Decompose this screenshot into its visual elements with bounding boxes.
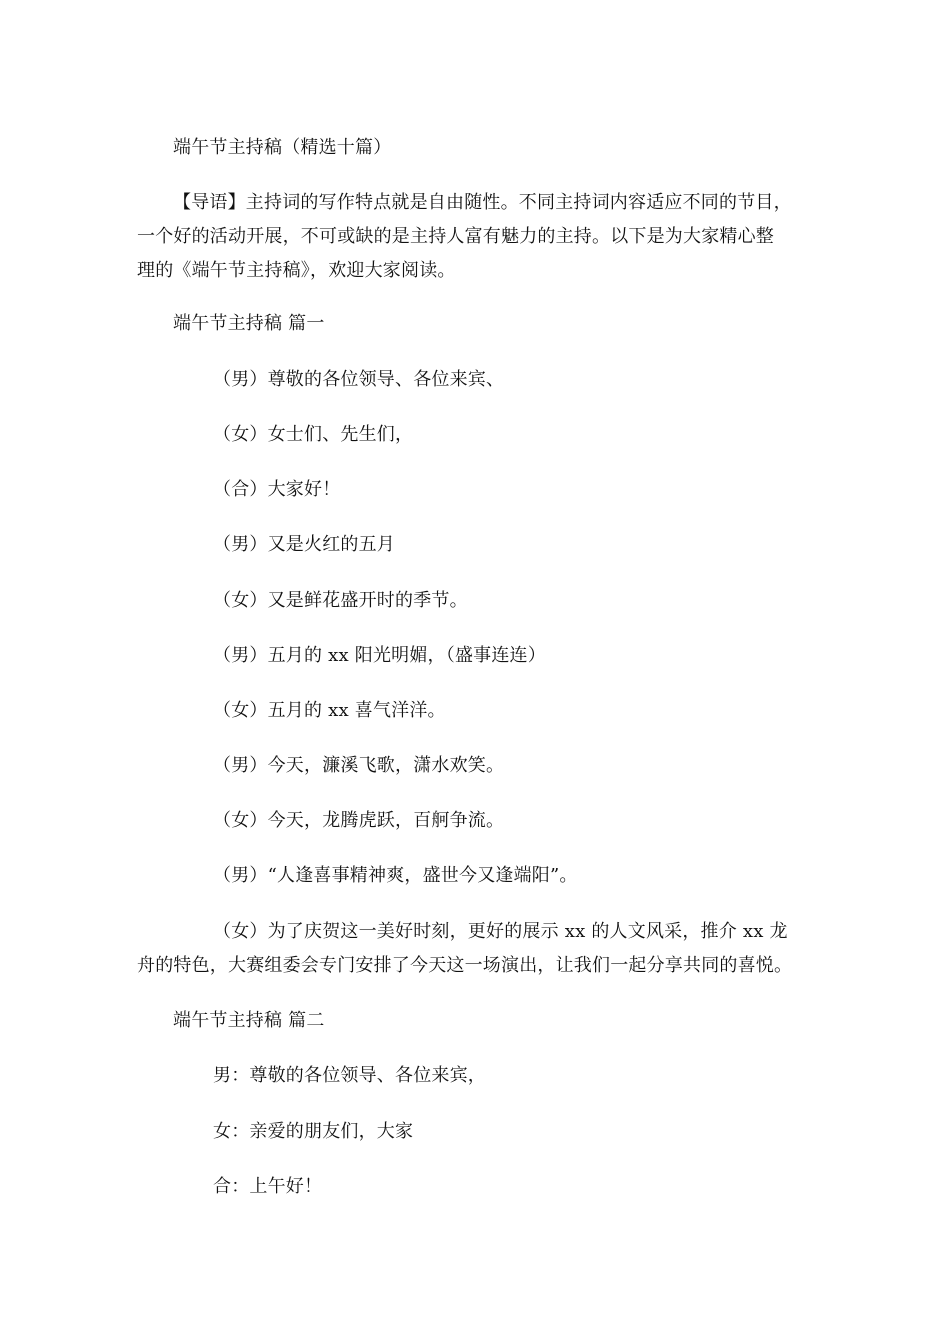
closing-line: （女）为了庆贺这一美好时刻，更好的展示 xx 的人文风采，推介 xx 龙 bbox=[213, 921, 788, 942]
dialogue-line: 男：尊敬的各位领导、各位来宾， bbox=[213, 1065, 486, 1086]
closing-paragraph bbox=[137, 915, 792, 983]
dialogue-line: （女）又是鲜花盛开时的季节。 bbox=[213, 590, 468, 611]
dialogue-line: （女）五月的 xx 喜气洋洋。 bbox=[213, 700, 446, 721]
intro-line: 一个好的活动开展，不可或缺的是主持人富有魅力的主持。以下是为大家精心整 bbox=[137, 226, 774, 247]
section-heading-2: 端午节主持稿 篇二 bbox=[173, 1010, 325, 1031]
intro-line: 理的《端午节主持稿》，欢迎大家阅读。 bbox=[137, 260, 456, 281]
dialogue-line: （男）又是火红的五月 bbox=[213, 534, 395, 555]
intro-paragraph bbox=[137, 186, 792, 288]
document-title: 端午节主持稿（精选十篇） bbox=[173, 137, 392, 158]
dialogue-line: （男）“人逢喜事精神爽，盛世今又逢端阳”。 bbox=[213, 865, 578, 886]
dialogue-line: （男）五月的 xx 阳光明媚，（盛事连连） bbox=[213, 645, 546, 666]
dialogue-line: （女）女士们、先生们， bbox=[213, 424, 414, 445]
intro-line: 【导语】主持词的写作特点就是自由随性。不同主持词内容适应不同的节目， bbox=[173, 192, 792, 213]
dialogue-line: 合：上午好！ bbox=[213, 1176, 323, 1197]
dialogue-line: （男）尊敬的各位领导、各位来宾、 bbox=[213, 369, 505, 390]
dialogue-line: 女：亲爱的朋友们，大家 bbox=[213, 1121, 414, 1142]
dialogue-line: （女）今天，龙腾虎跃，百舸争流。 bbox=[213, 810, 505, 831]
closing-line: 舟的特色，大赛组委会专门安排了今天这一场演出，让我们一起分享共同的喜悦。 bbox=[137, 955, 793, 976]
dialogue-line: （合）大家好！ bbox=[213, 479, 341, 500]
dialogue-line: （男）今天，濂溪飞歌，潇水欢笑。 bbox=[213, 755, 505, 776]
section-heading-1: 端午节主持稿 篇一 bbox=[173, 313, 325, 334]
